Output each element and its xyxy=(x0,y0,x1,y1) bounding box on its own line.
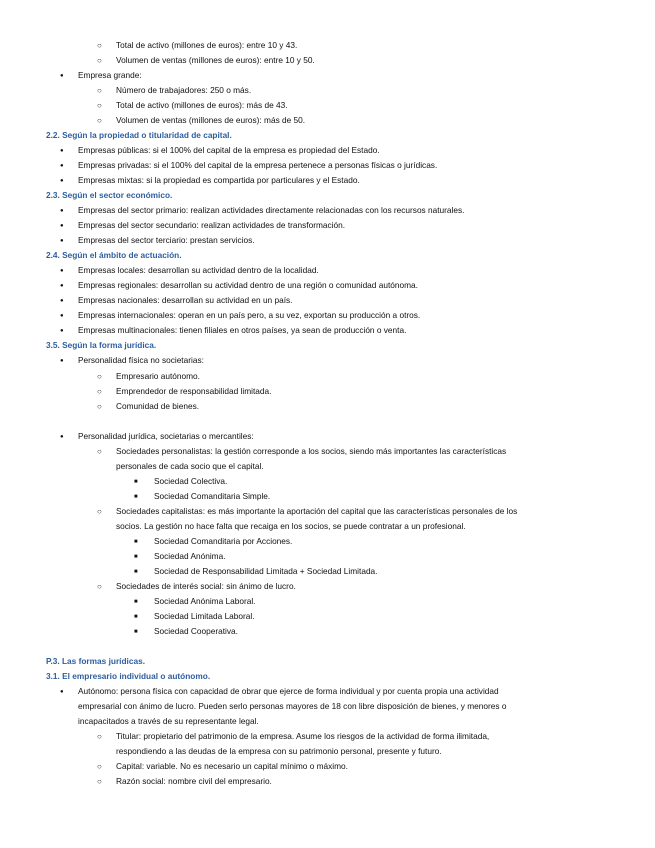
section-heading: 3.1. El empresario individual o autónomo. xyxy=(46,671,211,681)
hollow-circle-bullet-icon xyxy=(97,506,102,517)
filled-circle-bullet-icon xyxy=(60,280,64,292)
filled-square-bullet-icon xyxy=(134,536,138,548)
filled-circle-bullet-icon xyxy=(60,295,64,307)
filled-square-bullet-icon xyxy=(134,491,138,503)
chapter-heading: P.3. Las formas jurídicas. xyxy=(46,656,145,666)
section-heading: 2.3. Según el sector económico. xyxy=(46,190,173,200)
hollow-circle-bullet-icon xyxy=(97,386,102,397)
filled-circle-bullet-icon xyxy=(60,145,64,157)
filled-square-bullet-icon xyxy=(134,551,138,563)
section-heading: 2.2. Según la propiedad o titularidad de capital. xyxy=(46,130,232,140)
filled-square-bullet-icon xyxy=(134,596,138,608)
filled-circle-bullet-icon xyxy=(60,160,64,172)
hollow-circle-bullet-icon xyxy=(97,581,102,592)
filled-square-bullet-icon xyxy=(134,566,138,578)
filled-circle-bullet-icon xyxy=(60,175,64,187)
hollow-circle-bullet-icon xyxy=(97,371,102,382)
filled-circle-bullet-icon xyxy=(60,310,64,322)
hollow-circle-bullet-icon xyxy=(97,100,102,111)
filled-circle-bullet-icon xyxy=(60,70,64,82)
filled-circle-bullet-icon xyxy=(60,431,64,443)
hollow-circle-bullet-icon xyxy=(97,40,102,51)
filled-square-bullet-icon xyxy=(134,476,138,488)
filled-circle-bullet-icon xyxy=(60,325,64,337)
hollow-circle-bullet-icon xyxy=(97,446,102,457)
hollow-circle-bullet-icon xyxy=(97,401,102,412)
section-heading: 3.5. Según la forma jurídica. xyxy=(46,340,157,350)
hollow-circle-bullet-icon xyxy=(97,761,102,772)
filled-circle-bullet-icon xyxy=(60,686,64,698)
filled-circle-bullet-icon xyxy=(60,205,64,217)
hollow-circle-bullet-icon xyxy=(97,731,102,742)
filled-circle-bullet-icon xyxy=(60,235,64,247)
filled-square-bullet-icon xyxy=(134,611,138,623)
section-heading: 2.4. Según el ámbito de actuación. xyxy=(46,250,182,260)
filled-circle-bullet-icon xyxy=(60,355,64,367)
document-page: ○ Total de activo (millones de euros): entre 10 y 43. ○ Volumen de ventas (millones de euros): entre 10 y 50. ● Empresa grande: ○ Número de trabajadores: 250 o más. ○ Total de activo (millones de euros): más de 43. ○ Volumen de ventas (millones de euros): más de 50. 2.2. Según la propiedad o titularidad de capital. ● Empresas públicas: si el 100% del capital de la empresa es propiedad del Estado. ● Empresas privadas: si el 100% del capital de la empresa pertenece a personas físicas o jurídicas. ● Empresas mixtas: si la propiedad es compartida por particulares y el Estado. 2.3. Según el sector económico. ● Empresas del sector primario: realizan actividades directamente relacionadas con los recursos naturales. ● Empresas del sector secundario: realizan actividades de transformación. ● Empresas del sector terciario: prestan servicios. 2.4. Según el ámbito de actuación. ● Empresas locales: desarrollan su actividad dentro de la localidad. ● Empresas regionales: desarrollan su actividad dentro de una región o comunidad autónoma. ● Empresas nacionales: desarrollan su actividad en un país. ● Empresas internacionales: operan en un país pero, a su vez, exportan su producción a otros. ● Empresas multinacionales: tienen filiales en otros países, ya sean de producción o venta. 3.5. Según la forma jurídica. ● Personalidad física no societarias: ○ Empresario autónomo. ○ Emprendedor de responsabilidad limitada. ○ Comunidad de bienes. ● Personalidad jurídica, societarias o mercantiles: ○ Sociedades personalistas: la gestión corresponde a los socios, siendo más importantes las características personales de cada socio que el capital. ■ Sociedad Colectiva. ■ Sociedad Comanditaria Simple. ○ Sociedades capitalistas: es más importante la aportación del capital que las características personales de los socios. La gestión no hace falta que recaiga en los socios, se puede contratar a un profesional. ■ Sociedad Comanditaria por Acciones. ■ Sociedad Anónima. ■ Sociedad de Responsabilidad Limitada + Sociedad Limitada. ○ Sociedades de interés social: sin ánimo de lucro. ■ Sociedad Anónima Laboral. ■ Sociedad Limitada Laboral. ■ Sociedad Cooperativa. P.3. Las formas jurídicas. 3.1. El empresario individual o autónomo. ● Autónomo: persona física con capacidad de obrar que ejerce de forma individual y por cuenta propia una actividad empresarial con ánimo de lucro. Pueden serlo personas mayores de 18 con libre disposición de bienes, y menores o incapacitados a través de su representante legal. ○ Titular: propietario del patrimonio de la empresa. Asume los riesgos de la actividad de forma ilimitada, respondiendo a las deudas de la empresa con su patrimonio personal, presente y futuro. ○ Capital: variable. No es necesario un capital mínimo o máximo. ○ Razón social: nombre civil del empresario. xyxy=(0,0,655,848)
filled-circle-bullet-icon xyxy=(60,265,64,277)
hollow-circle-bullet-icon xyxy=(97,55,102,66)
hollow-circle-bullet-icon xyxy=(97,115,102,126)
filled-circle-bullet-icon xyxy=(60,220,64,232)
hollow-circle-bullet-icon xyxy=(97,776,102,787)
filled-square-bullet-icon xyxy=(134,626,138,638)
hollow-circle-bullet-icon xyxy=(97,85,102,96)
